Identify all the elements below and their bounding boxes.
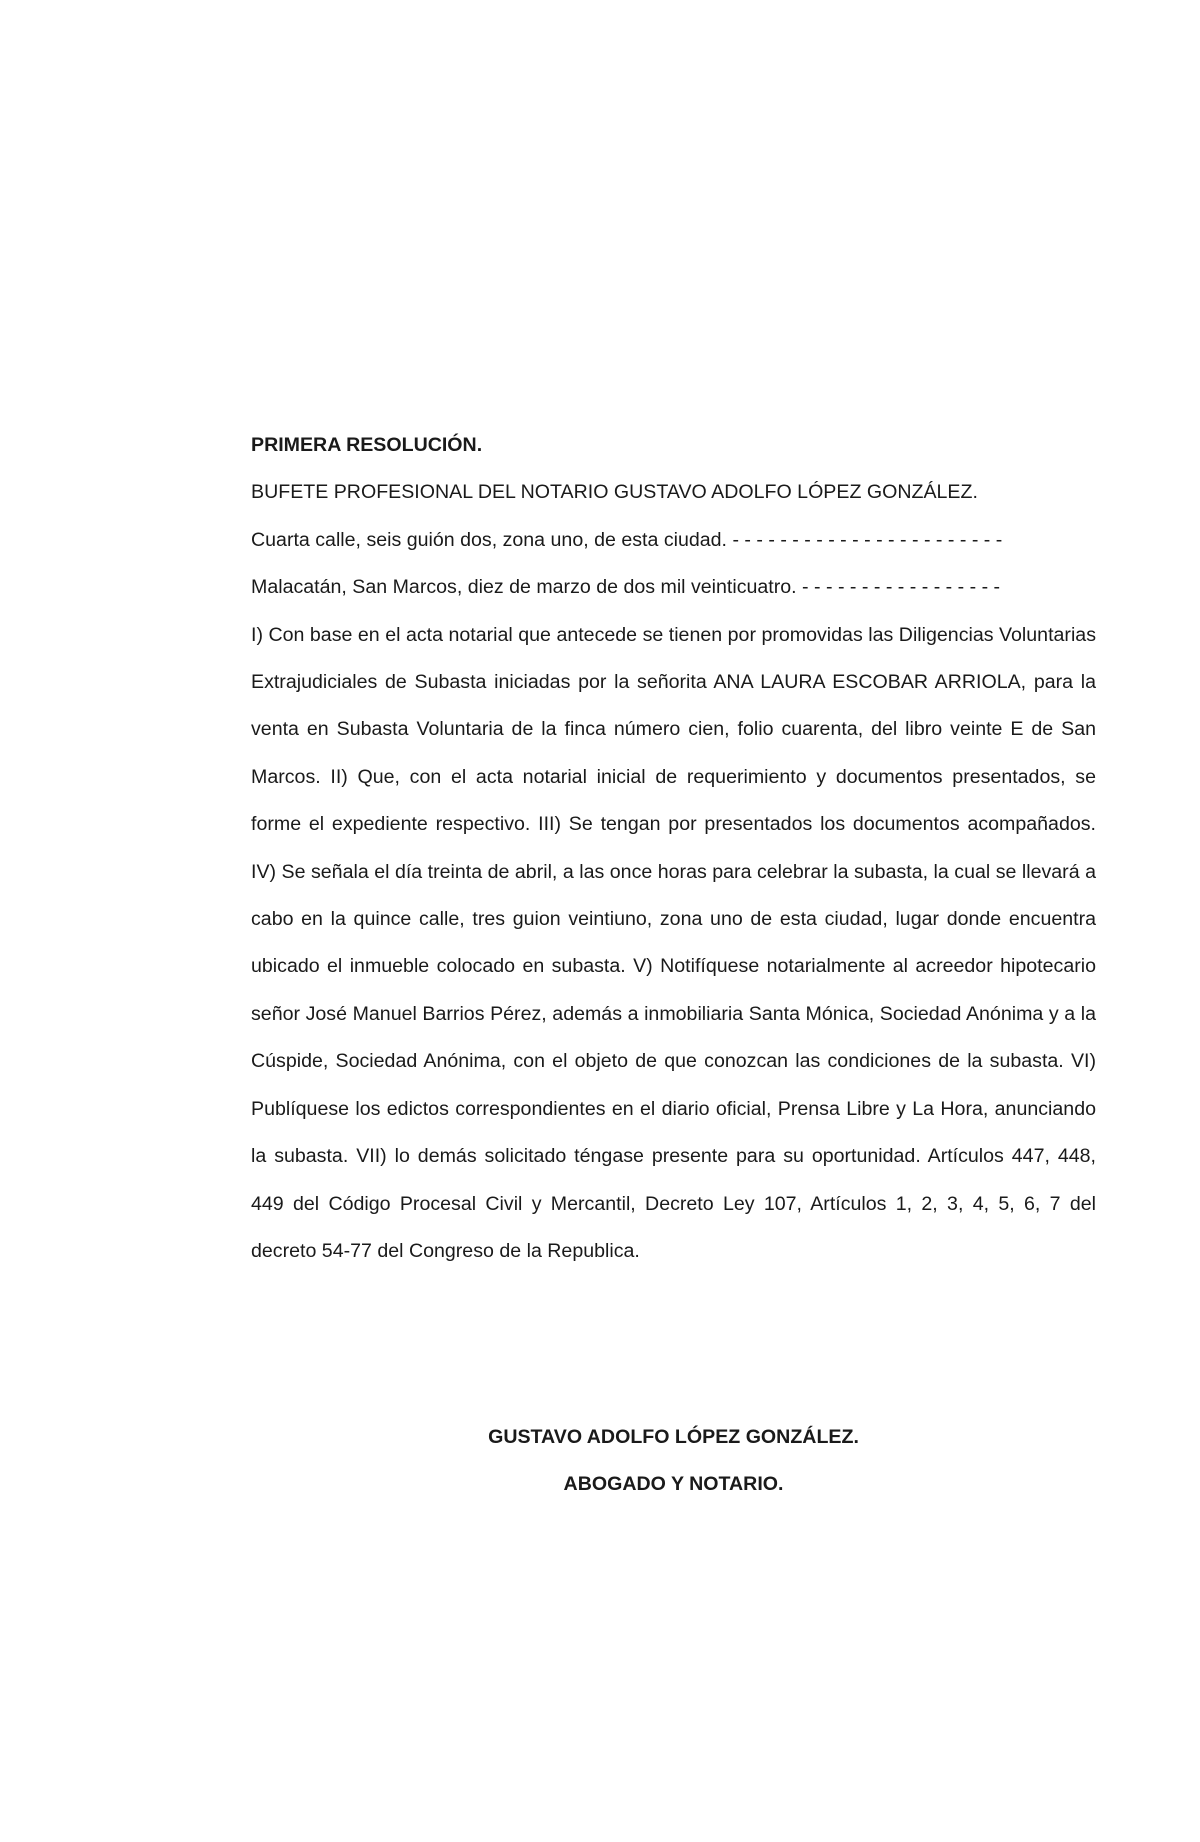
document-body [251,422,1096,1275]
date-line: Malacatán, San Marcos, diez de marzo de dos mil veinticuatro. - - - - - - - - - - - - - - - - - [251,576,1001,599]
resolution-body-text: I) Con base en el acta notarial que antecede se tienen por promovidas las Diligencias Voluntarias Extrajudiciales de Subasta iniciadas por la señorita ANA LAURA ESCOBAR ARRIOLA, para la venta en Subasta Voluntaria de la finca número cien, folio cuarenta, del libro veinte E de San Marcos. II) Que, con el acta notarial inicial de requerimiento y documentos presentados, se forme el expediente respectivo. III) Se tengan por presentados los documentos acompañados. IV) Se señala el día treinta de abril, a las once horas para celebrar la subasta, la cual se llevará a cabo en la quince calle, tres guion veintiuno, zona uno de esta ciudad, lugar donde encuentra ubicado el inmueble colocado en subasta. V) Notifíquese notarialmente al acreedor hipotecario señor José Manuel Barrios Pérez, además a inmobiliaria Santa Mónica, Sociedad Anónima y a la Cúspide, Sociedad Anónima, con el objeto de que conozcan las condiciones de la subasta. VI) Publíquese los edictos correspondientes en el diario oficial, Prensa Libre y La Hora, anunciando la subasta. VII) lo demás solicitado téngase presente para su oportunidad. Artículos 447, 448, 449 del Código Procesal Civil y Mercantil, Decreto Ley 107, Artículos 1, 2, 3, 4, 5, 6, 7 del decreto 54-77 del Congreso de la Republica. [251,623,1096,1262]
signature-role: ABOGADO Y NOTARIO. [563,1473,784,1496]
address-line: Cuarta calle, seis guión dos, zona uno, de esta ciudad. - - - - - - - - - - - - - - - - - - - - - - - [251,528,1003,551]
header-line: BUFETE PROFESIONAL DEL NOTARIO GUSTAVO ADOLFO LÓPEZ GONZÁLEZ. [251,481,978,504]
signature-block [251,1414,1096,1509]
signature-name: GUSTAVO ADOLFO LÓPEZ GONZÁLEZ. [488,1426,859,1448]
document-title: PRIMERA RESOLUCIÓN. [251,434,483,456]
